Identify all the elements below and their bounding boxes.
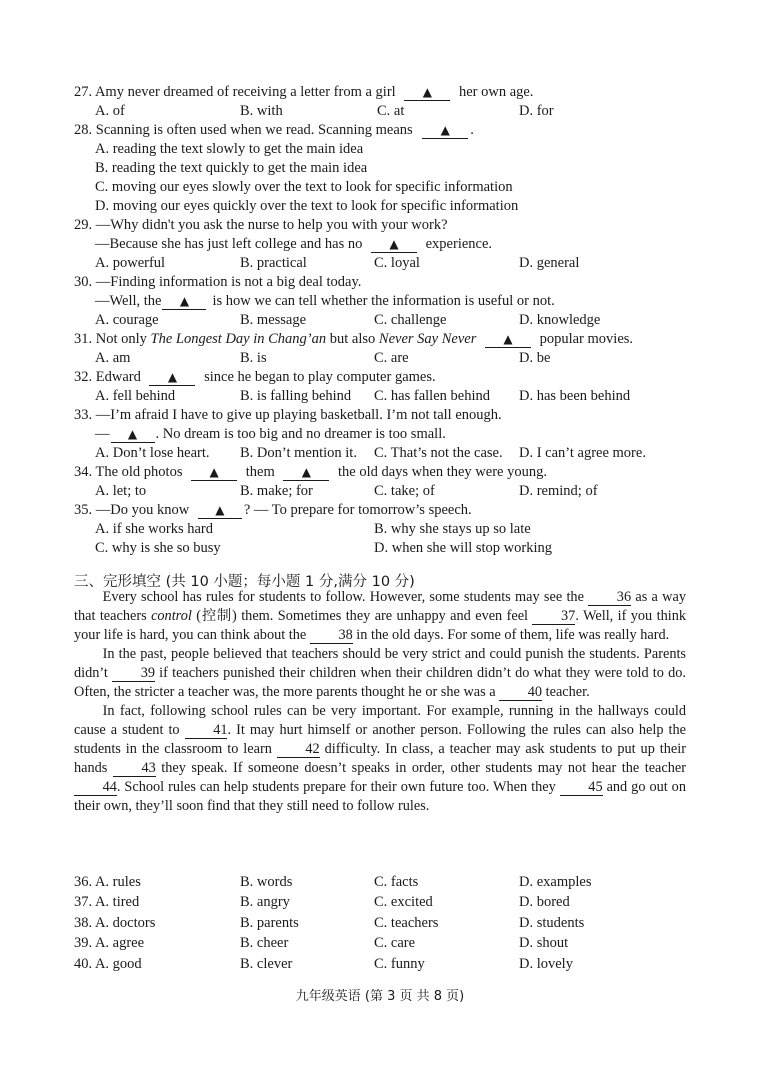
q28-option-d: D. moving our eyes quickly over the text to look for specific information — [95, 198, 519, 214]
p3-text-8: . School rules can help students prepare for their own future too. When they — [116, 779, 560, 795]
opt-37-d: D. bored — [519, 894, 570, 910]
q34-stem-after: the old days when they were young. — [337, 464, 547, 480]
q30-option-b: B. message — [240, 312, 307, 328]
q34-option-d: D. remind; of — [519, 483, 598, 499]
q31-option-c: C. are — [374, 350, 409, 366]
opt-37-c: C. excited — [374, 894, 433, 910]
q31-blank: ▲ — [485, 332, 531, 348]
q30-line2-before: —Well, the — [95, 293, 162, 309]
q31-after: popular movies. — [539, 331, 634, 347]
q35-stem-after: ? — To prepare for tomorrow’s speech. — [243, 502, 472, 518]
q35-option-b: B. why she stays up so late — [374, 521, 531, 537]
q27-option-a: A. of — [95, 103, 125, 119]
opt-40-d: D. lovely — [519, 956, 573, 972]
q32-option-d: D. has been behind — [519, 388, 631, 404]
p2-text-0: In the past, people believed that teachers should be very strict and could punish the students. Parents didn’t — [74, 646, 686, 681]
q31-title-1: The Longest Day in Chang’an — [150, 331, 327, 347]
q30-line2-after: is how we can tell whether the information is useful or not. — [212, 293, 555, 309]
q33-option-d: D. I can’t agree more. — [519, 445, 646, 461]
q32-stem-text: 32. Edward — [74, 369, 141, 385]
opt-39-c: C. care — [374, 935, 416, 951]
blank-37: 37 — [532, 609, 575, 625]
question-32-stem — [74, 368, 436, 387]
q35-option-c: C. why is she so busy — [95, 540, 221, 556]
q32-option-c: C. has fallen behind — [374, 388, 490, 404]
q29-line1: 29. —Why didn't you ask the nurse to help you with your work? — [74, 217, 448, 233]
blank-41: 41 — [185, 723, 228, 739]
opt-37-a: 37. A. tired — [74, 894, 140, 910]
p1-text-8: in the old days. For some of them, life was really hard. — [352, 627, 670, 643]
q30-option-c: C. challenge — [374, 312, 447, 328]
q33-line2-after: . No dream is too big and no dreamer is too small. — [155, 426, 446, 442]
p3-text-4: difficulty. In class, a teacher may ask students to put up their hands — [74, 741, 686, 776]
q34-blank-2: ▲ — [283, 465, 329, 481]
q30-blank: ▲ — [162, 294, 206, 310]
q29-line2 — [95, 235, 492, 254]
q35-option-a: A. if she works hard — [95, 521, 213, 537]
q30-line1: 30. —Finding information is not a big deal today. — [74, 274, 362, 290]
cloze-passage — [74, 588, 686, 816]
p1-text-6: . Well, if you think your life is hard, you can think about the — [74, 608, 686, 643]
q33-line2-before: — — [95, 426, 110, 442]
p3-text-2: . It may hurt himself or another person. Following the rules can also help the students in the classroom to learn — [74, 722, 687, 757]
opt-39-b: B. cheer — [240, 935, 289, 951]
q27-stem-text: 27. Amy never dreamed of receiving a letter from a girl — [74, 84, 396, 100]
q28-stem-text: 28. Scanning is often used when we read. Scanning means — [74, 122, 413, 138]
q27-option-c: C. at — [377, 103, 405, 119]
q29-option-a: A. powerful — [95, 255, 166, 271]
q31-option-b: B. is — [240, 350, 267, 366]
q31-title-2: Never Say Never — [378, 331, 477, 347]
q27-option-d: D. for — [519, 103, 554, 119]
question-28-stem — [74, 121, 474, 140]
q28-option-b: B. reading the text quickly to get the main idea — [95, 160, 368, 176]
q33-line1: 33. —I’m afraid I have to give up playing basketball. I’m not tall enough. — [74, 407, 502, 423]
opt-38-a: 38. A. doctors — [74, 915, 156, 931]
p1-text-4: (控制) them. Sometimes they are unhappy and even feel — [191, 608, 533, 624]
q31-text-2: but also — [326, 331, 379, 347]
opt-39-d: D. shout — [519, 935, 569, 951]
opt-39-a: 39. A. agree — [74, 935, 145, 951]
p1-text-0: Every school has rules for students to follow. However, some students may see the — [102, 589, 589, 605]
opt-36-c: C. facts — [374, 874, 419, 890]
blank-43: 43 — [113, 761, 156, 777]
blank-45: 45 — [560, 780, 603, 796]
q31-option-a: A. am — [95, 350, 131, 366]
q29-option-c: C. loyal — [374, 255, 420, 271]
opt-38-b: B. parents — [240, 915, 299, 931]
blank-44: 44 — [74, 780, 117, 796]
q33-option-b: B. Don’t mention it. — [240, 445, 357, 461]
p1-italic-control: control — [151, 608, 192, 624]
q28-stem-after: . — [470, 122, 474, 138]
q29-line2-before: —Because she has just left college and has no — [95, 236, 363, 252]
q34-stem-text: 34. The old photos — [74, 464, 183, 480]
passage-paragraph-2 — [74, 645, 686, 702]
question-31-stem — [74, 330, 633, 349]
q28-option-a: A. reading the text slowly to get the main idea — [95, 141, 364, 157]
blank-38: 38 — [310, 628, 353, 644]
q32-option-b: B. is falling behind — [240, 388, 352, 404]
q31-option-d: D. be — [519, 350, 551, 366]
question-34-stem — [74, 463, 547, 482]
p2-text-2: if teachers punished their children when their children didn’t do what they were told to do. Often, the stricter a teacher was, the more parents thought he or she was a — [74, 665, 686, 700]
p2-text-4: teacher. — [542, 684, 590, 700]
blank-36: 36 — [588, 590, 631, 606]
q33-option-a: A. Don’t lose heart. — [95, 445, 210, 461]
opt-36-a: 36. A. rules — [74, 874, 141, 890]
blank-39: 39 — [112, 666, 155, 682]
q32-blank: ▲ — [149, 370, 195, 386]
page-footer: 九年级英语 (第 3 页 共 8 页) — [295, 989, 465, 1004]
q35-blank: ▲ — [198, 503, 242, 519]
passage-paragraph-1 — [74, 588, 686, 645]
opt-40-a: 40. A. good — [74, 956, 142, 972]
q34-stem-mid: them — [245, 464, 275, 480]
opt-37-b: B. angry — [240, 894, 290, 910]
q35-option-d: D. when she will stop working — [374, 540, 553, 556]
p3-text-0: In fact, following school rules can be very important. For example, running in the hallways could cause a student to — [74, 703, 686, 738]
q29-line2-after: experience. — [425, 236, 493, 252]
q35-stem-text: 35. —Do you know — [74, 502, 190, 518]
q27-blank: ▲ — [404, 85, 450, 101]
section-title: 三、完形填空 (共 10 小题；每小题 1 分,满分 10 分) — [74, 574, 415, 590]
q33-blank: ▲ — [111, 427, 155, 443]
q30-line2 — [95, 292, 555, 311]
opt-36-d: D. examples — [519, 874, 592, 890]
q29-blank: ▲ — [371, 237, 417, 253]
p3-text-10: and go out on their own, they’ll soon find that they still need to follow rules. — [74, 779, 686, 814]
q29-option-b: B. practical — [240, 255, 307, 271]
blank-42: 42 — [277, 742, 320, 758]
p3-text-6: they speak. If someone doesn’t speaks in order, other students may not hear the teacher — [155, 760, 686, 776]
q32-stem-after: since he began to play computer games. — [204, 369, 436, 385]
opt-40-b: B. clever — [240, 956, 293, 972]
q28-blank: ▲ — [422, 123, 468, 139]
blank-40: 40 — [499, 685, 542, 701]
p1-text-2: as a way that teachers — [74, 589, 686, 624]
q32-option-a: A. fell behind — [95, 388, 176, 404]
opt-38-d: D. students — [519, 915, 585, 931]
q27-stem-after: her own age. — [458, 84, 534, 100]
opt-40-c: C. funny — [374, 956, 425, 972]
q34-option-a: A. let; to — [95, 483, 147, 499]
passage-paragraph-3 — [74, 702, 686, 816]
q33-option-c: C. That’s not the case. — [374, 445, 503, 461]
q29-option-d: D. general — [519, 255, 580, 271]
question-35-stem — [74, 501, 472, 520]
q33-line2 — [95, 425, 446, 444]
question-27-stem — [74, 83, 533, 102]
q34-blank-1: ▲ — [191, 465, 237, 481]
q27-option-b: B. with — [240, 103, 283, 119]
q31-text-1: 31. Not only — [74, 331, 151, 347]
q30-option-d: D. knowledge — [519, 312, 601, 328]
opt-36-b: B. words — [240, 874, 293, 890]
q34-option-b: B. make; for — [240, 483, 313, 499]
q30-option-a: A. courage — [95, 312, 159, 328]
q28-option-c: C. moving our eyes slowly over the text to look for specific information — [95, 179, 513, 195]
opt-38-c: C. teachers — [374, 915, 439, 931]
q34-option-c: C. take; of — [374, 483, 435, 499]
